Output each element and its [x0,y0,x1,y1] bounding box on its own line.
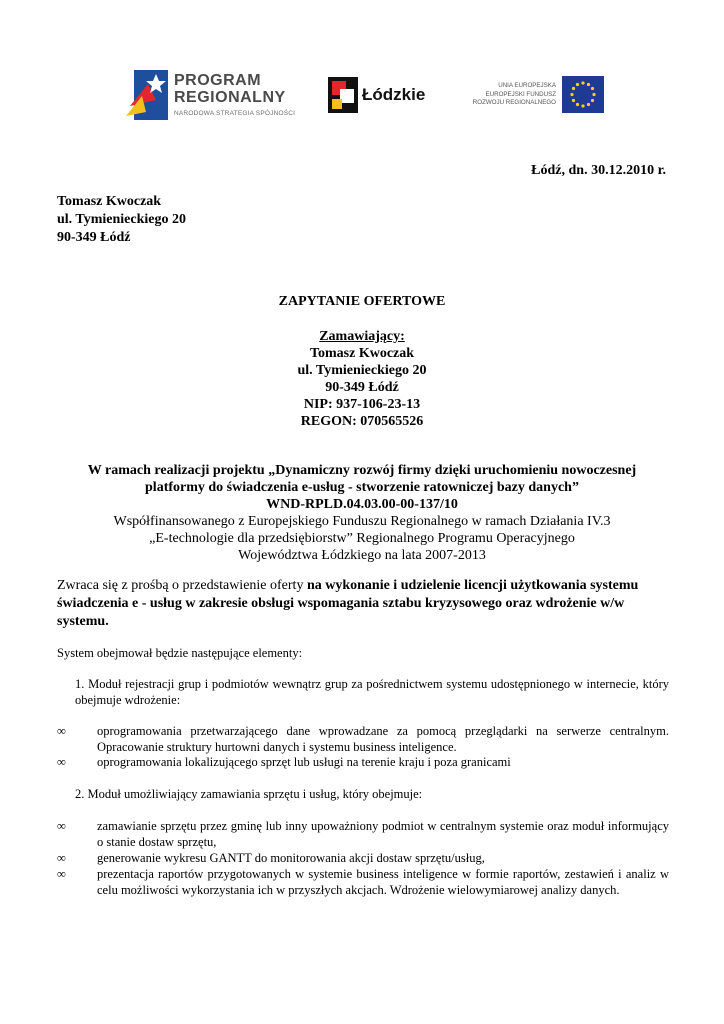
list-item [57,754,669,770]
program-logo-subtitle: NARODOWA STRATEGIA SPÓJNOŚCI [174,110,296,117]
cofinancing-line3: Województwa Łódzkiego na lata 2007-2013 [238,548,486,563]
ordering-party-street: ul. Tymienieckiego 20 [297,363,427,378]
eu-logo-line2: EUROPEJSKI FUNDUSZ [485,90,556,98]
document-date: Łódź, dn. 30.12.2010 r. [531,163,666,178]
ordering-party-city: 90-349 Łódź [325,380,399,395]
eu-logo-line1: UNIA EUROPEJSKA [498,82,556,89]
module-2-item-3: prezentacja raportów przygotowanych w systemie business inteligence w formie raportów, zestawień i analiz w celu możliwości wykorzystania ich w przyszłych akcjach. Wdrożenie wielowymiarowej analizy danych. [97,867,669,897]
sender-street: ul. Tymienieckiego 20 [57,212,186,227]
project-title [0,462,724,513]
project-line1: W ramach realizacji projektu „Dynamiczny rozwój firmy dzięki uruchomieniu nowoczesnej [87,463,637,478]
sender-city: 90-349 Łódź [57,230,131,245]
module-2-item-2: generowanie wykresu GANTT do monitorowania akcji dostaw sprzętu/usług, [97,851,485,865]
ordering-party-regon: REGON: 070565526 [300,414,424,429]
list-item [57,866,669,898]
sender-name: Tomasz Kwoczak [57,194,162,209]
ordering-party-name: Tomasz Kwoczak [309,346,415,361]
cofinancing-note [0,513,724,564]
lodzkie-emblem-icon [328,77,358,113]
cofinancing-line2: „E-technologie dla przedsiębiorstw” Regionalnego Programu Operacyjnego [149,531,575,546]
bullet-icon: ∞ [57,819,66,833]
module-1-item-2: oprogramowania lokalizującego sprzęt lub usługi na terenie kraju i poza granicami [97,755,511,769]
lodzkie-logo-text: Łódzkie [362,85,426,104]
eu-logo-line3: ROZWOJU REGIONALNEGO [472,99,556,106]
module-2-heading: 2. Moduł umożliwiający zamawiania sprzętu i usług, który obejmuje: [75,787,423,801]
program-regionalny-logo [126,66,306,126]
list-item [57,723,669,755]
eu-flag-icon [562,76,604,113]
module-1-heading: 1. Moduł rejestracji grup i podmiotów wewnątrz grup za pośrednictwem systemu udostępnionego w internecie, który obejmuje wdrożenie: [75,677,669,707]
ordering-party [0,328,724,430]
sender-address [57,193,186,247]
program-logo-line2: REGIONALNY [174,89,286,106]
project-line2: platformy do świadczenia e-usług - stworzenie ratowniczej bazy danych” [145,480,579,495]
system-intro: System obejmował będzie następujące elementy: [57,646,303,660]
bullet-icon: ∞ [57,851,66,865]
cofinancing-line1: Współfinansowanego z Europejskiego Funduszu Regionalnego w ramach Działania IV.3 [113,514,611,529]
program-regionalny-star-icon [126,66,172,124]
request-paragraph [57,577,669,631]
request-bold: na wykonanie i udzielenie licencji użytkowania systemu świadczenia e - usług w zakresie obsługi wspomagania sztabu kryzysowego oraz wdrożenie w/w systemu. [57,578,639,629]
bullet-icon: ∞ [57,724,66,738]
project-code: WND-RPLD.04.03.00-00-137/10 [266,497,458,512]
list-item [57,818,669,850]
program-logo-line1: PROGRAM [174,72,262,89]
document-title: ZAPYTANIE OFERTOWE [278,294,446,309]
request-prefix: Zwraca się z prośbą o przedstawienie oferty [57,578,307,593]
module-2-item-1: zamawianie sprzętu przez gminę lub inny upoważniony podmiot w centralnym systemie oraz moduł informujący o stanie dostaw sprzętu, [97,819,669,849]
module-1-item-1: oprogramowania przetwarzającego dane wprowadzane za pomocą przeglądarki na serwerze centralnym. Opracowanie struktury hurtowni danych i systemu business inteligence. [97,724,669,754]
bullet-icon: ∞ [57,867,66,881]
ordering-party-label: Zamawiający: [319,329,405,344]
ordering-party-nip: NIP: 937-106-23-13 [303,397,421,412]
lodzkie-logo [328,75,433,115]
bullet-icon: ∞ [57,755,66,769]
eu-fund-logo [456,76,604,116]
list-item [57,850,669,866]
